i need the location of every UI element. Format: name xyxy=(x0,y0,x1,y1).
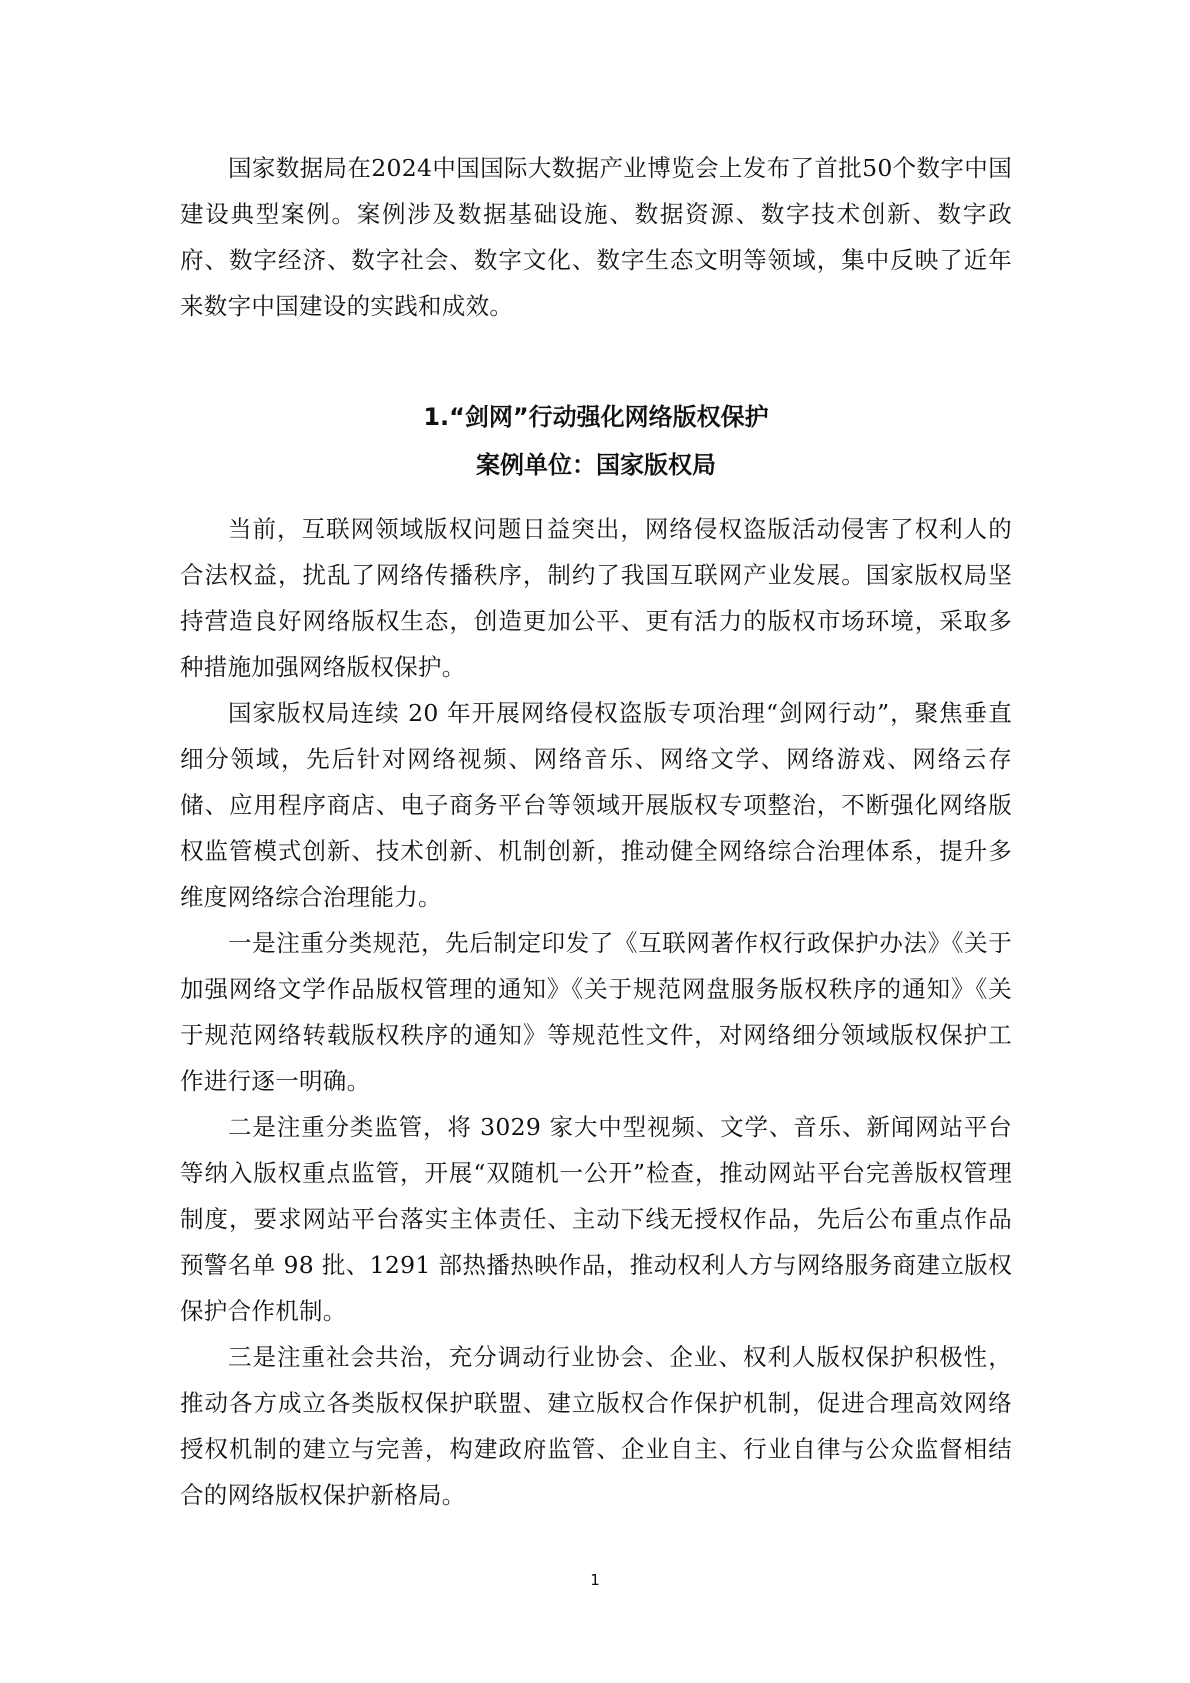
body-paragraph: 二是注重分类监管，将 3029 家大中型视频、文学、音乐、新闻网站平台等纳入版权重点监管，开展“双随机一公开”检查，推动网站平台完善版权管理制度，要求网站平台落实主体责任、主动下线无授权作品，先后公布重点作品预警名单 98 批、1291 部热播热映作品，推动权利人方与网络服务商建立版权保护合作机制。 xyxy=(180,1113,1012,1325)
intro-section xyxy=(180,145,1012,329)
case-unit: 案例单位：国家版权局 xyxy=(476,451,716,479)
intro-paragraph: 国家数据局在2024中国国际大数据产业博览会上发布了首批50个数字中国建设典型案例。案例涉及数据基础设施、数据资源、数字技术创新、数字政府、数字经济、数字社会、数字文化、数字生态文明等领域，集中反映了近年来数字中国建设的实践和成效。 xyxy=(180,154,1012,320)
body-paragraph: 一是注重分类规范，先后制定印发了《互联网著作权行政保护办法》《关于加强网络文学作品版权管理的通知》《关于规范网盘服务版权秩序的通知》《关于规范网络转载版权秩序的通知》等规范性文件，对网络细分领域版权保护工作进行逐一明确。 xyxy=(180,929,1012,1095)
case-heading xyxy=(180,393,1012,489)
body-paragraph: 国家版权局连续 20 年开展网络侵权盗版专项治理“剑网行动”，聚焦垂直细分领域，先后针对网络视频、网络音乐、网络文学、网络游戏、网络云存储、应用程序商店、电子商务平台等领域开展版权专项整治，不断强化网络版权监管模式创新、技术创新、机制创新，推动健全网络综合治理体系，提升多维度网络综合治理能力。 xyxy=(180,699,1012,911)
body-paragraph: 当前，互联网领域版权问题日益突出，网络侵权盗版活动侵害了权利人的合法权益，扰乱了网络传播秩序，制约了我国互联网产业发展。国家版权局坚持营造良好网络版权生态，创造更加公平、更有活力的版权市场环境，采取多种措施加强网络版权保护。 xyxy=(180,515,1012,681)
case-body xyxy=(180,506,1012,1518)
page-number: 1 xyxy=(590,1571,600,1589)
body-paragraph: 三是注重社会共治，充分调动行业协会、企业、权利人版权保护积极性，推动各方成立各类版权保护联盟、建立版权合作保护机制，促进合理高效网络授权机制的建立与完善，构建政府监管、企业自主、行业自律与公众监督相结合的网络版权保护新格局。 xyxy=(180,1343,1012,1509)
case-title: 1.“剑网”行动强化网络版权保护 xyxy=(423,403,769,431)
